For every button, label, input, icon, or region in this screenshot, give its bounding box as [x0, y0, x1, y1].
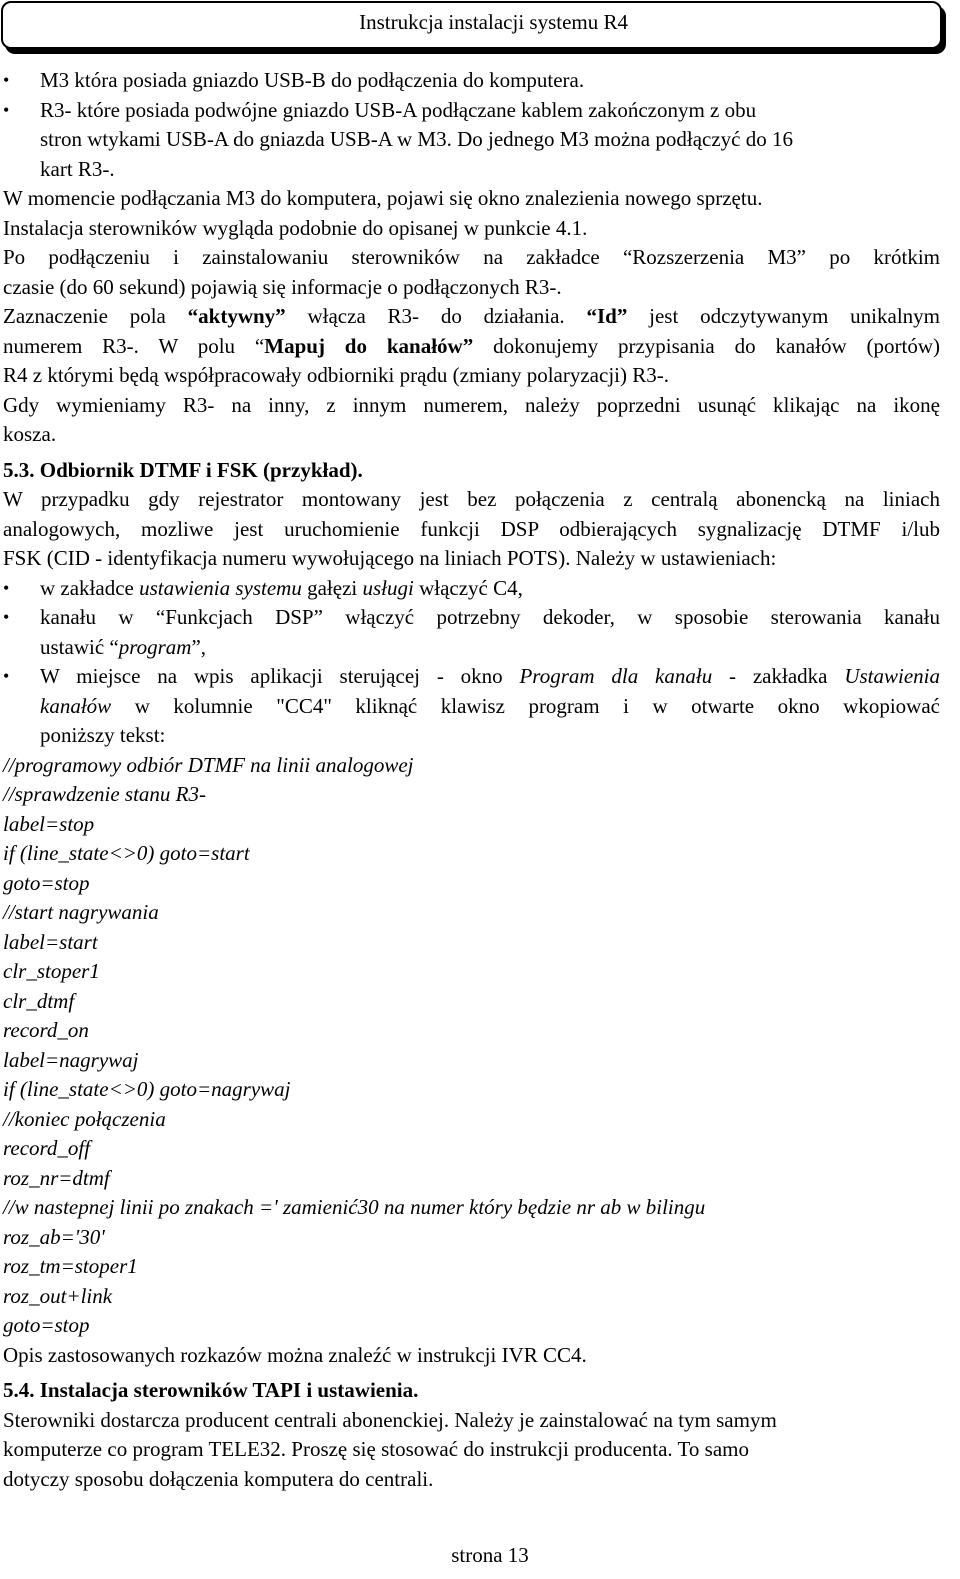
code-line: clr_dtmf: [3, 988, 75, 1013]
list-item-text: kanału w “Funkcjach DSP” włączyć potrzebny dekoder, w sposobie sterowania kanału: [40, 605, 940, 629]
paragraph-line: dotyczy sposobu dołączenia komputera do centrali.: [3, 1466, 434, 1491]
list-item-text: [40, 633, 940, 663]
list-item: [3, 662, 940, 751]
text-run: program: [118, 634, 192, 659]
code-line: //koniec połączenia: [3, 1106, 166, 1131]
code-line: //sprawdzenie stanu R3-: [3, 782, 206, 806]
field-name-aktywny: “aktywny”: [187, 304, 286, 328]
page-footer: [0, 1541, 960, 1569]
paragraph-line: [3, 302, 940, 332]
paragraph-line: [3, 332, 940, 362]
text-run: Ustawienia: [844, 664, 940, 688]
section-heading: 5.4. Instalacja sterowników TAPI i ustawienia.: [3, 1378, 419, 1402]
paragraph-line: R4 z którymi będą współpracowały odbiorniki prądu (zmiany polaryzacji) R3-.: [3, 363, 669, 387]
paragraph-line: komputerze co program TELE32. Proszę się stosować do instrukcji producenta. To samo: [3, 1437, 749, 1461]
list-item-text: R3- które posiada podwójne gniazdo USB-A podłączane kablem zakończonym z obu: [40, 97, 757, 122]
code-line: roz_ab='30': [3, 1224, 105, 1249]
text-run: - zakładka: [712, 664, 845, 688]
bullet-icon: •: [3, 70, 10, 90]
code-line: //programowy odbiór DTMF na linii analogowej: [3, 752, 414, 777]
code-line: goto=stop: [3, 870, 90, 895]
page-header: [1, 1, 942, 49]
code-line: roz_tm=stoper1: [3, 1254, 138, 1278]
code-line: roz_nr=dtmf: [3, 1165, 110, 1190]
code-line: goto=stop: [3, 1313, 90, 1337]
list-item: [3, 603, 940, 662]
text-run: dokonujemy przypisania do kanałów (portów): [473, 333, 940, 358]
list-item-text: stron wtykami USB-A do gniazda USB-A w M3. Do jednego M3 można podłączyć do 16: [40, 127, 793, 151]
text-run: włączyć C4,: [413, 575, 523, 600]
document-title: Instrukcja instalacji systemu R4: [359, 10, 628, 34]
code-line: label=stop: [3, 811, 95, 836]
list-item-text: kart R3-.: [40, 156, 115, 181]
list-item-text: [40, 662, 940, 692]
paragraph-line: Po podłączeniu i zainstalowaniu sterowników na zakładce “Rozszerzenia M3” po krótkim: [3, 245, 940, 269]
code-line: label=nagrywaj: [3, 1047, 139, 1072]
list-item: [3, 96, 940, 185]
paragraph-line: FSK (CID - identyfikacja numeru wywołującego na liniach POTS). Należy w ustawieniach:: [3, 546, 777, 570]
text-run: w kolumnie "CC4" kliknąć klawisz program i w otwarte okno wkopiować: [111, 693, 940, 718]
text-run: gałęzi: [301, 575, 363, 600]
code-line: //start nagrywania: [3, 900, 159, 924]
bullet-icon: •: [3, 99, 10, 120]
paragraph-line: Instalacja sterowników wygląda podobnie do opisanej w punkcie 4.1.: [3, 215, 588, 240]
code-line: clr_stoper1: [3, 959, 100, 983]
list-item-text: [40, 574, 940, 604]
text-run: włącza R3- do działania.: [285, 304, 587, 328]
section-heading: 5.3. Odbiornik DTMF i FSK (przykład).: [3, 457, 363, 482]
paragraph-line: W momencie podłączania M3 do komputera, pojawi się okno znalezienia nowego sprzętu.: [3, 186, 763, 210]
paragraph-line: Gdy wymieniamy R3- na inny, z innym numerem, należy poprzedni usunąć klikając na ikonę: [3, 392, 940, 417]
bullet-icon: •: [3, 607, 10, 627]
text-run: ustawić “: [40, 634, 119, 659]
field-name-id: “Id”: [586, 304, 628, 328]
list-item-text: poniższy tekst:: [40, 723, 166, 747]
text-run: Zaznaczenie pola: [3, 304, 188, 328]
text-run: w zakładce: [40, 575, 140, 600]
page-number: 13: [507, 1543, 529, 1567]
text-run: jest odczytywanym unikalnym: [627, 304, 940, 328]
page-content: [3, 66, 940, 1494]
page-label: strona: [451, 1543, 503, 1567]
text-run: kanałów: [40, 693, 112, 718]
bullet-icon: •: [3, 577, 10, 598]
paragraph-line: Sterowniki dostarcza producent centrali abonenckiej. Należy je zainstalować na tym samym: [3, 1407, 777, 1432]
text-run: usługi: [362, 575, 414, 600]
paragraph-line: analogowych, mozliwe jest uruchomienie funkcji DSP odbierających sygnalizację DTMF i/lub: [3, 516, 940, 541]
text-run: W miejsce na wpis aplikacji sterującej - okno: [40, 664, 520, 688]
paragraph-line: czasie (do 60 sekund) pojawią się informacje o podłączonych R3-.: [3, 274, 562, 299]
paragraph-line: Opis zastosowanych rozkazów można znaleźć w instrukcji IVR CC4.: [3, 1342, 587, 1367]
code-line: record_on: [3, 1018, 89, 1042]
list-item: [3, 574, 940, 604]
text-run: numerem R3-. W polu “: [3, 333, 265, 358]
code-line: if (line_state<>0) goto=nagrywaj: [3, 1077, 291, 1101]
paragraph-line: W przypadku gdy rejestrator montowany jest bez połączenia z centralą abonencką na liniach: [3, 487, 940, 511]
list-item-text: [40, 692, 940, 722]
code-block: [3, 751, 940, 1341]
text-run: ustawienia systemu: [139, 575, 302, 600]
code-line: //w nastepnej linii po znakach =' zamienić30 na numer który będzie nr ab w bilingu: [3, 1195, 706, 1219]
text-run: Program dla kanału: [519, 664, 713, 688]
code-line: roz_out+link: [3, 1283, 113, 1308]
list-item-text: M3 która posiada gniazdo USB-B do podłączenia do komputera.: [40, 68, 585, 92]
code-line: label=start: [3, 929, 98, 954]
paragraph-line: kosza.: [3, 422, 57, 446]
code-line: record_off: [3, 1136, 91, 1160]
field-name-mapuj: Mapuj do kanałów”: [264, 333, 474, 358]
list-item: [3, 66, 940, 96]
code-line: if (line_state<>0) goto=start: [3, 841, 250, 865]
bullet-icon: •: [3, 666, 10, 686]
text-run: ”,: [191, 634, 207, 659]
